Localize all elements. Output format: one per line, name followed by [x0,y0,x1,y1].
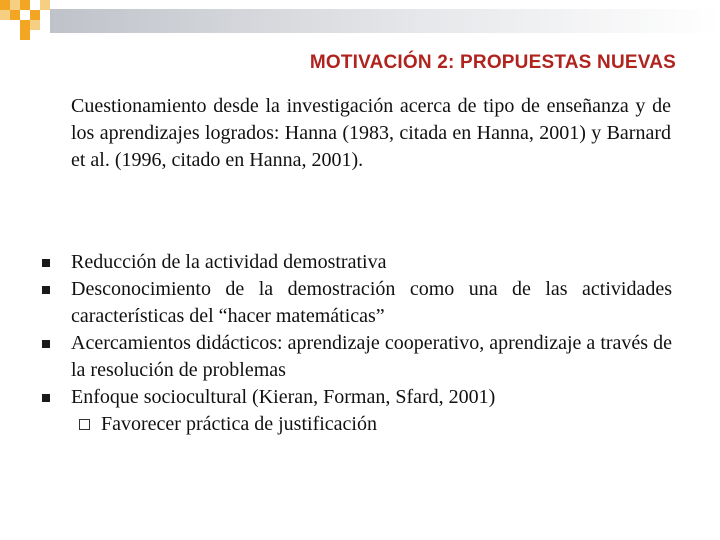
deco-square [20,0,30,10]
list-item [40,330,672,384]
bullet-list [40,249,672,438]
list-item-text: Enfoque sociocultural (Kieran, Forman, Sfard, 2001) [71,386,496,408]
square-bullet-icon [42,340,50,348]
square-bullet-icon [42,259,50,267]
checkbox-icon [79,419,90,430]
list-item-text: Desconocimiento de la demostración como una de las actividades características del “hacer matemáticas” [71,278,672,327]
deco-square [0,0,10,10]
intro-paragraph: Cuestionamiento desde la investigación acerca de tipo de enseñanza y de los aprendizajes logrados: Hanna (1983, citada en Hanna, 2001) y Barnard et al. (1996, citado en Hanna, 2001). [71,95,671,171]
deco-square [10,10,20,20]
list-item-text: Acercamientos didácticos: aprendizaje cooperativo, aprendizaje a través de la resolución de problemas [71,332,672,381]
deco-square [20,20,30,30]
deco-square [30,20,40,30]
deco-square [10,0,20,10]
sub-list-item-text: Favorecer práctica de justificación [101,413,377,435]
deco-square [20,30,30,40]
header-bar [50,9,720,33]
deco-square [0,10,10,20]
deco-square [40,0,50,10]
list-item-text: Reducción de la actividad demostrativa [71,251,387,273]
list-item [40,249,672,276]
list-item [40,384,672,411]
deco-square [30,10,40,20]
sub-list-item [40,411,672,438]
list-item [40,276,672,330]
square-bullet-icon [42,286,50,294]
square-bullet-icon [42,394,50,402]
slide-title: MOTIVACIÓN 2: PROPUESTAS NUEVAS [309,52,676,73]
